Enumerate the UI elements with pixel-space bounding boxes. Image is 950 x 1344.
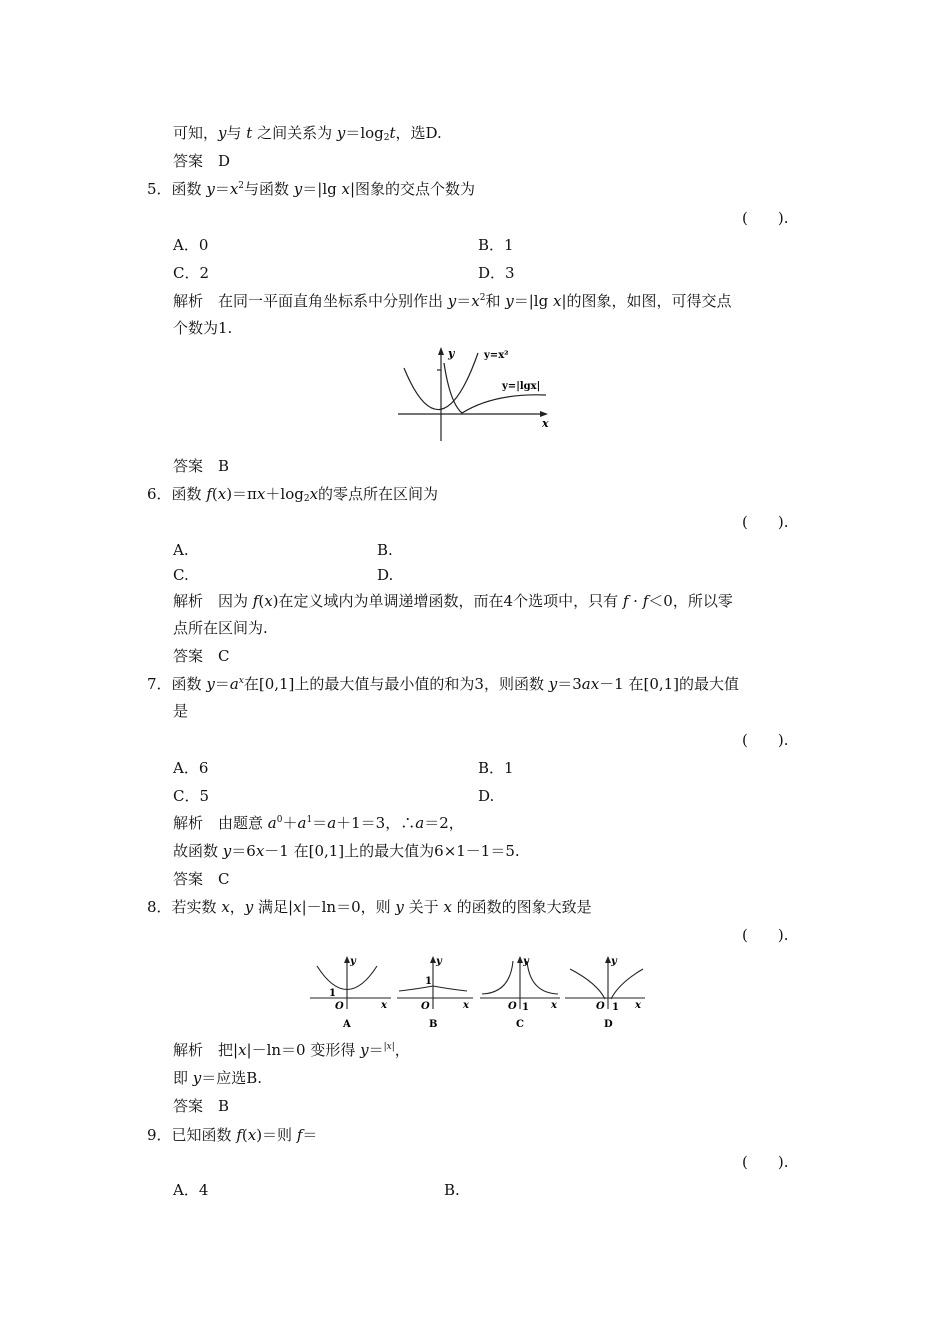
option-c: C．2 — [173, 264, 210, 282]
one-label-b: 1 — [425, 976, 432, 987]
y-label-c: y — [523, 956, 529, 967]
answer-paren: ( ). — [742, 513, 789, 531]
solution-7-line2: 故函数 y＝6x－1 在[0,1]上的最大值为6×1－1＝5. — [173, 842, 520, 860]
option-a: A. — [173, 541, 189, 559]
question-5: 5．函数 $y=x^2$与函数 y＝|lg x|图象的交点个数为 — [147, 180, 476, 198]
question-7-line2: 是 — [173, 702, 189, 720]
x-label-d: x — [635, 1000, 641, 1011]
answer-4: 答案 D — [173, 152, 231, 170]
graph-c — [480, 958, 560, 1009]
origin-label-a: O — [335, 1001, 344, 1012]
option-c: C. — [173, 566, 189, 584]
question-7-line1: 7．函数 $y=a^x$在[0,1]上的最大值与最小值的和为3，则函数 y＝3ax－1 在[0,1]的最大值 — [147, 675, 740, 693]
answer-paren: ( ). — [742, 209, 789, 227]
x-axis-label: x — [542, 417, 549, 430]
panel-label-c: C — [516, 1019, 524, 1030]
answer-paren: ( ). — [742, 1153, 789, 1171]
option-d: D．3 — [478, 264, 515, 282]
one-label-d: 1 — [612, 1002, 619, 1013]
panel-label-a: A — [343, 1019, 351, 1030]
y-label-d: y — [611, 956, 617, 967]
solution-8-line1: 解析 把|x|－ln＝0 变形得 y＝$^{|x|}$， — [173, 1041, 410, 1059]
answer-paren: ( ). — [742, 926, 789, 944]
answer-paren: ( ). — [742, 731, 789, 749]
answer-8: 答案 B — [173, 1097, 230, 1115]
solution-line: 可知，y与 t 之间关系为 $y=\log_2t$，选D. — [173, 124, 442, 143]
answer-6: 答案 C — [173, 647, 230, 665]
origin-label-c: O — [508, 1001, 517, 1012]
panel-label-b: B — [429, 1019, 438, 1030]
question-9: 9．已知函数 f(x)＝则 f＝ — [147, 1126, 318, 1144]
option-a: A．0 — [173, 236, 209, 254]
solution-5-line1: 解析 在同一平面直角坐标系中分别作出 $y=x^2$和 y＝|lg x|的图象，如图，可得交点 — [173, 292, 732, 310]
x-label-c: x — [551, 1000, 557, 1011]
y-axis-label: y — [448, 347, 455, 360]
option-b: B. — [377, 541, 393, 559]
panel-label-d: D — [604, 1019, 613, 1030]
option-d: D. — [377, 566, 394, 584]
figure-q8-options — [305, 953, 650, 1035]
curve2-label: y=|lgx| — [502, 381, 541, 392]
option-b: B. — [444, 1181, 460, 1199]
x-label-a: x — [381, 1000, 387, 1011]
option-b: B．1 — [478, 236, 514, 254]
graph-d — [565, 958, 645, 1009]
option-b: B．1 — [478, 759, 514, 777]
solution-6-line1: 解析 因为 f(x)在定义域内为单调递增函数，而在4个选项中，只有 f · f＜0，所以零 — [173, 592, 733, 610]
figure-q5-graph — [394, 343, 554, 445]
one-label-c: 1 — [522, 1002, 529, 1013]
origin-label-b: O — [421, 1001, 430, 1012]
curve1-label: y=x² — [484, 350, 509, 361]
solution-6-line2: 点所在区间为. — [173, 619, 268, 637]
solution-7-line1: 解析 由题意 $a^0+a^1=a+1=3$，∴a＝2， — [173, 814, 464, 832]
question-8: 8．若实数 x，y 满足|x|－ln＝0，则 y 关于 x 的函数的图象大致是 — [147, 898, 592, 916]
origin-label-d: O — [596, 1001, 605, 1012]
y-label-b: y — [436, 956, 442, 967]
question-6: 6．函数 $f(x)=\pi x+\log_2x$的零点所在区间为 — [147, 485, 439, 504]
answer-7: 答案 C — [173, 870, 230, 888]
answer-5: 答案 B — [173, 457, 230, 475]
solution-8-line2: 即 y＝应选B. — [173, 1069, 263, 1087]
option-d: D. — [478, 787, 495, 805]
x-label-b: x — [463, 1000, 469, 1011]
option-a: A．4 — [173, 1181, 209, 1199]
y-label-a: y — [350, 956, 356, 967]
one-label-a: 1 — [329, 988, 336, 999]
option-a: A．6 — [173, 759, 209, 777]
solution-5-line2: 个数为1. — [173, 319, 233, 337]
option-c: C．5 — [173, 787, 210, 805]
graph-b — [397, 958, 473, 1009]
